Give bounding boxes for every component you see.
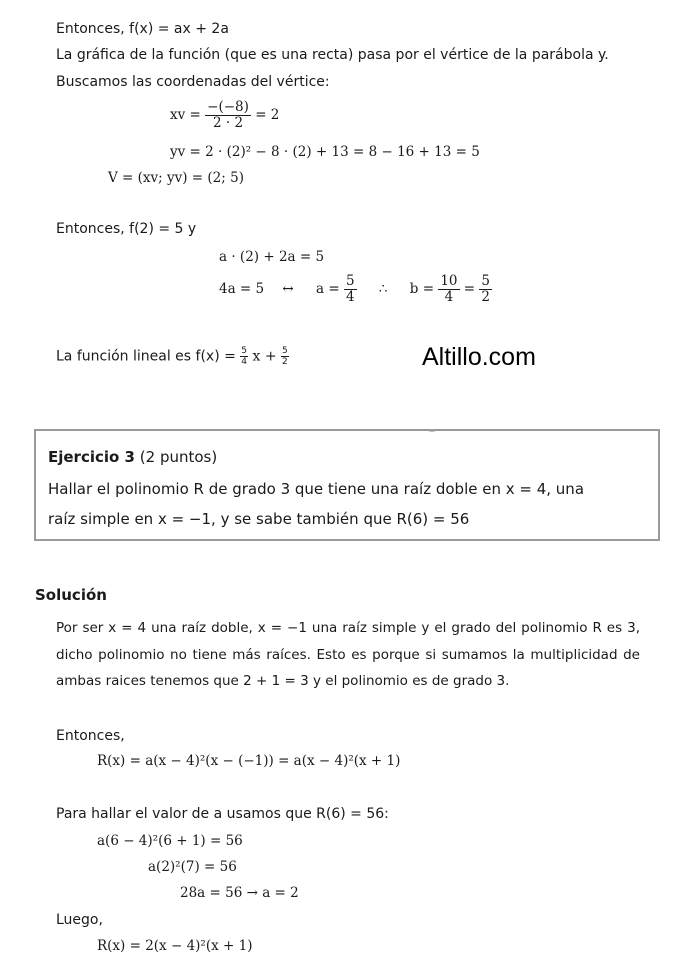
exercise-points: (2 puntos) bbox=[139, 448, 218, 466]
lineal-denominator-2: 2 bbox=[282, 357, 288, 367]
exercise-line-1: Hallar el polinomio R de grado 3 que tiene una raíz doble en x = 4, una bbox=[48, 480, 585, 498]
R-general-formula: R(x) = a(x − 4)²(x − (−1)) = a(x − 4)²(x + 1) bbox=[97, 753, 401, 769]
lineal-numerator-2: 5 bbox=[282, 346, 288, 356]
b-equals: b = bbox=[409, 281, 435, 297]
eq-4a: 4a = 5 bbox=[219, 281, 265, 297]
step-1: a(6 − 4)²(6 + 1) = 56 bbox=[97, 833, 243, 849]
entonces-label: Entonces, bbox=[56, 728, 125, 744]
a-numerator: 5 bbox=[345, 273, 355, 289]
b-numerator-1: 10 bbox=[440, 273, 458, 289]
luego-label: Luego, bbox=[56, 912, 103, 928]
a-denominator: 4 bbox=[345, 289, 355, 305]
lineal-numerator-1: 5 bbox=[241, 346, 248, 356]
b-numerator-2: 5 bbox=[481, 273, 490, 289]
xv-formula bbox=[170, 100, 279, 131]
xv-rhs: = 2 bbox=[255, 107, 280, 123]
exercise-line-2: raíz simple en x = −1, y se sabe también que R(6) = 56 bbox=[48, 510, 470, 528]
lineal-function-line bbox=[56, 346, 289, 367]
lineal-x-plus: x + bbox=[252, 348, 277, 365]
b-mid-equals: = bbox=[463, 281, 476, 297]
exercise-box bbox=[34, 429, 660, 541]
lineal-denominator-1: 4 bbox=[241, 357, 248, 367]
solve-a-b-line bbox=[219, 274, 492, 305]
b-fraction-1 bbox=[438, 274, 459, 305]
step-3: 28a = 56 → a = 2 bbox=[180, 885, 299, 901]
xv-fraction bbox=[205, 100, 251, 131]
lineal-fraction-1 bbox=[240, 346, 248, 367]
a-equals: a = bbox=[316, 281, 340, 297]
iff-arrow: ↔ bbox=[282, 281, 294, 297]
yv-formula: yv = 2 · (2)² − 8 · (2) + 13 = 8 − 16 + 13 = 5 bbox=[170, 144, 480, 160]
solution-paragraph: Por ser x = 4 una raíz doble, x = −1 una raíz simple y el grado del polinomio R es 3, dicho polinomio no tiene más raíces. Esto es porque si sumamos la multiplicidad de ambas raices tenemos que 2 + 1 = 3 y el polinomio es de grado 3. bbox=[56, 620, 640, 689]
solution-heading: Solución bbox=[35, 586, 107, 604]
b-denominator-2: 2 bbox=[481, 289, 490, 305]
a-fraction bbox=[344, 274, 357, 305]
step-2: a(2)²(7) = 56 bbox=[148, 859, 237, 875]
watermark: Altillo.com bbox=[422, 343, 536, 371]
hallar-line: Para hallar el valor de a usamos que R(6) = 56: bbox=[56, 806, 389, 822]
buscamos-line: Buscamos las coordenadas del vértice: bbox=[56, 74, 330, 90]
grafica-line: La gráfica de la función (que es una recta) pasa por el vértice de la parábola y. bbox=[56, 47, 609, 63]
exercise-heading bbox=[48, 447, 217, 467]
entonces-f-line: Entonces, f(x) = ax + 2a bbox=[56, 21, 229, 37]
xv-denominator: 2 · 2 bbox=[212, 115, 244, 131]
xv-numerator: −(−8) bbox=[207, 99, 249, 115]
therefore-symbol: ∴ bbox=[378, 281, 388, 297]
f2-line: Entonces, f(2) = 5 y bbox=[56, 221, 197, 237]
lineal-text: La función lineal es f(x) = bbox=[56, 348, 236, 365]
R-final-formula: R(x) = 2(x − 4)²(x + 1) bbox=[97, 938, 253, 954]
xv-lhs: xv = bbox=[170, 107, 201, 123]
vertex-formula: V = (xv; yv) = (2; 5) bbox=[108, 170, 244, 186]
b-denominator-1: 4 bbox=[444, 289, 454, 305]
b-fraction-2 bbox=[479, 274, 492, 305]
exercise-title: Ejercicio 3 bbox=[48, 448, 135, 466]
lineal-fraction-2 bbox=[281, 346, 289, 367]
eq-a-line: a · (2) + 2a = 5 bbox=[219, 249, 325, 265]
